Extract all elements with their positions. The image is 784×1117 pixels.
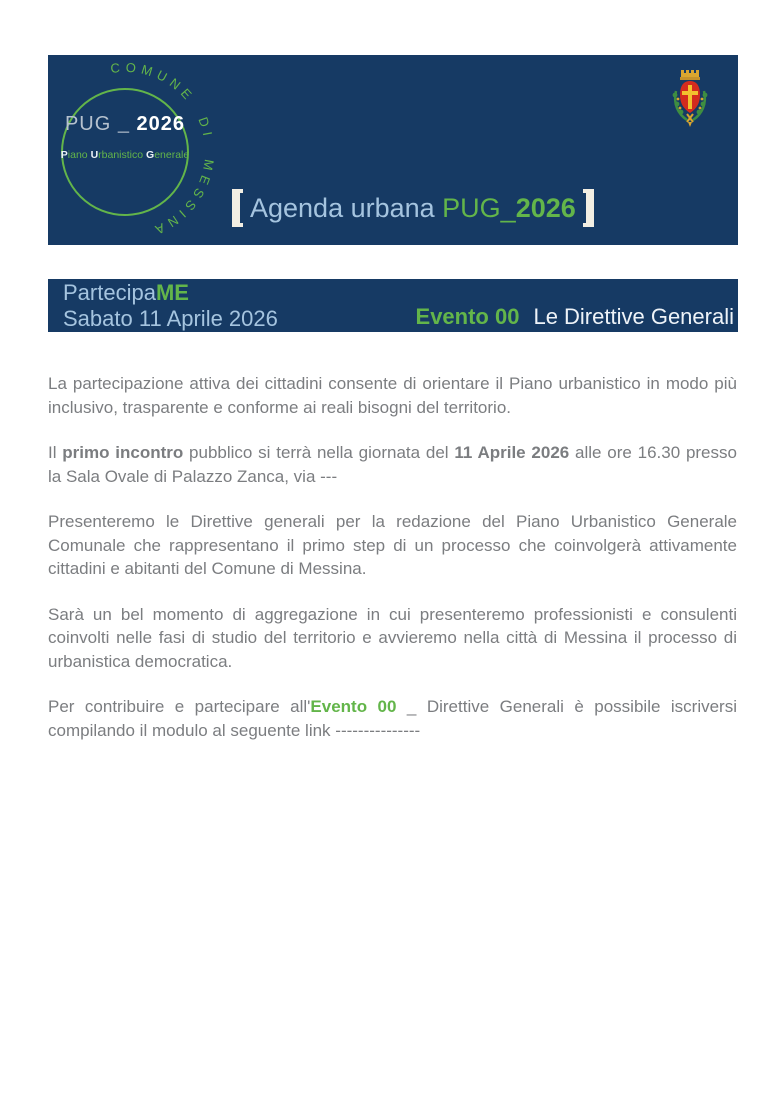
event-bar — [48, 279, 738, 332]
text-run: pubblico si terrà nella giornata del — [183, 443, 455, 462]
logo-subtitle: Piano Urbanistico Generale — [60, 149, 190, 161]
open-bracket-icon — [232, 189, 243, 227]
text-run: Evento 00 — [415, 304, 520, 329]
messina-coat-of-arms-icon — [668, 66, 712, 128]
paragraph — [48, 603, 737, 674]
text-run: ME — [155, 280, 189, 305]
close-bracket-icon — [583, 189, 594, 227]
paragraph — [48, 441, 737, 488]
text-run: primo incontro — [62, 443, 184, 462]
text-run: 2026 — [515, 192, 576, 223]
event-title — [416, 304, 734, 330]
text-run: Il — [48, 443, 63, 462]
text-run: Evento 00 — [310, 697, 397, 716]
text-run: PUG_ — [442, 192, 516, 223]
event-date: Sabato 11 Aprile 2026 — [63, 306, 278, 331]
text-run: alle ore 16.30 presso la Sala Ovale di Palazzo Zanca, via --- — [48, 443, 737, 486]
body-text — [48, 372, 737, 764]
text-run: _ Direttive Generali è possibile iscriversi compilando il modulo al seguente link --------------- — [48, 697, 737, 740]
headline — [232, 189, 594, 227]
text-run: Sarà un bel momento di aggregazione in cui presenteremo professionisti e consulenti coinvolti nelle fasi di studio del territorio e avvieremo nella città di Messina il processo di urbanistica democratica. — [48, 604, 737, 671]
paragraph — [48, 372, 737, 419]
text-run: La partecipazione attiva dei cittadini consente di orientare il Piano urbanistico in modo più inclusivo, trasparente e conforme ai reali bisogni del territorio. — [48, 374, 737, 417]
logo-ring-text: COMUNE DI MESSINA — [109, 59, 218, 240]
text-run: Partecipa — [63, 280, 156, 305]
text-run: Le Direttive Generali — [533, 304, 734, 329]
pug-2026-logo — [52, 59, 218, 240]
paragraph — [48, 695, 737, 742]
headline-text — [250, 193, 576, 224]
text-run: Agenda urbana — [250, 192, 443, 223]
header-banner — [48, 55, 738, 245]
logo-title: PUG _ 2026 — [64, 113, 186, 135]
text-run: Presenteremo le Direttive generali per la redazione del Piano Urbanistico Generale Comunale che rappresentano il primo step di un processo che coinvolgerà attivamente cittadini e abitanti del Comune di Messina. — [48, 512, 737, 578]
paragraph — [48, 510, 737, 581]
text-run: 11 Aprile 2026 — [454, 443, 570, 462]
text-run: Per contribuire e partecipare all' — [48, 697, 311, 716]
partecipame-title — [63, 280, 734, 306]
